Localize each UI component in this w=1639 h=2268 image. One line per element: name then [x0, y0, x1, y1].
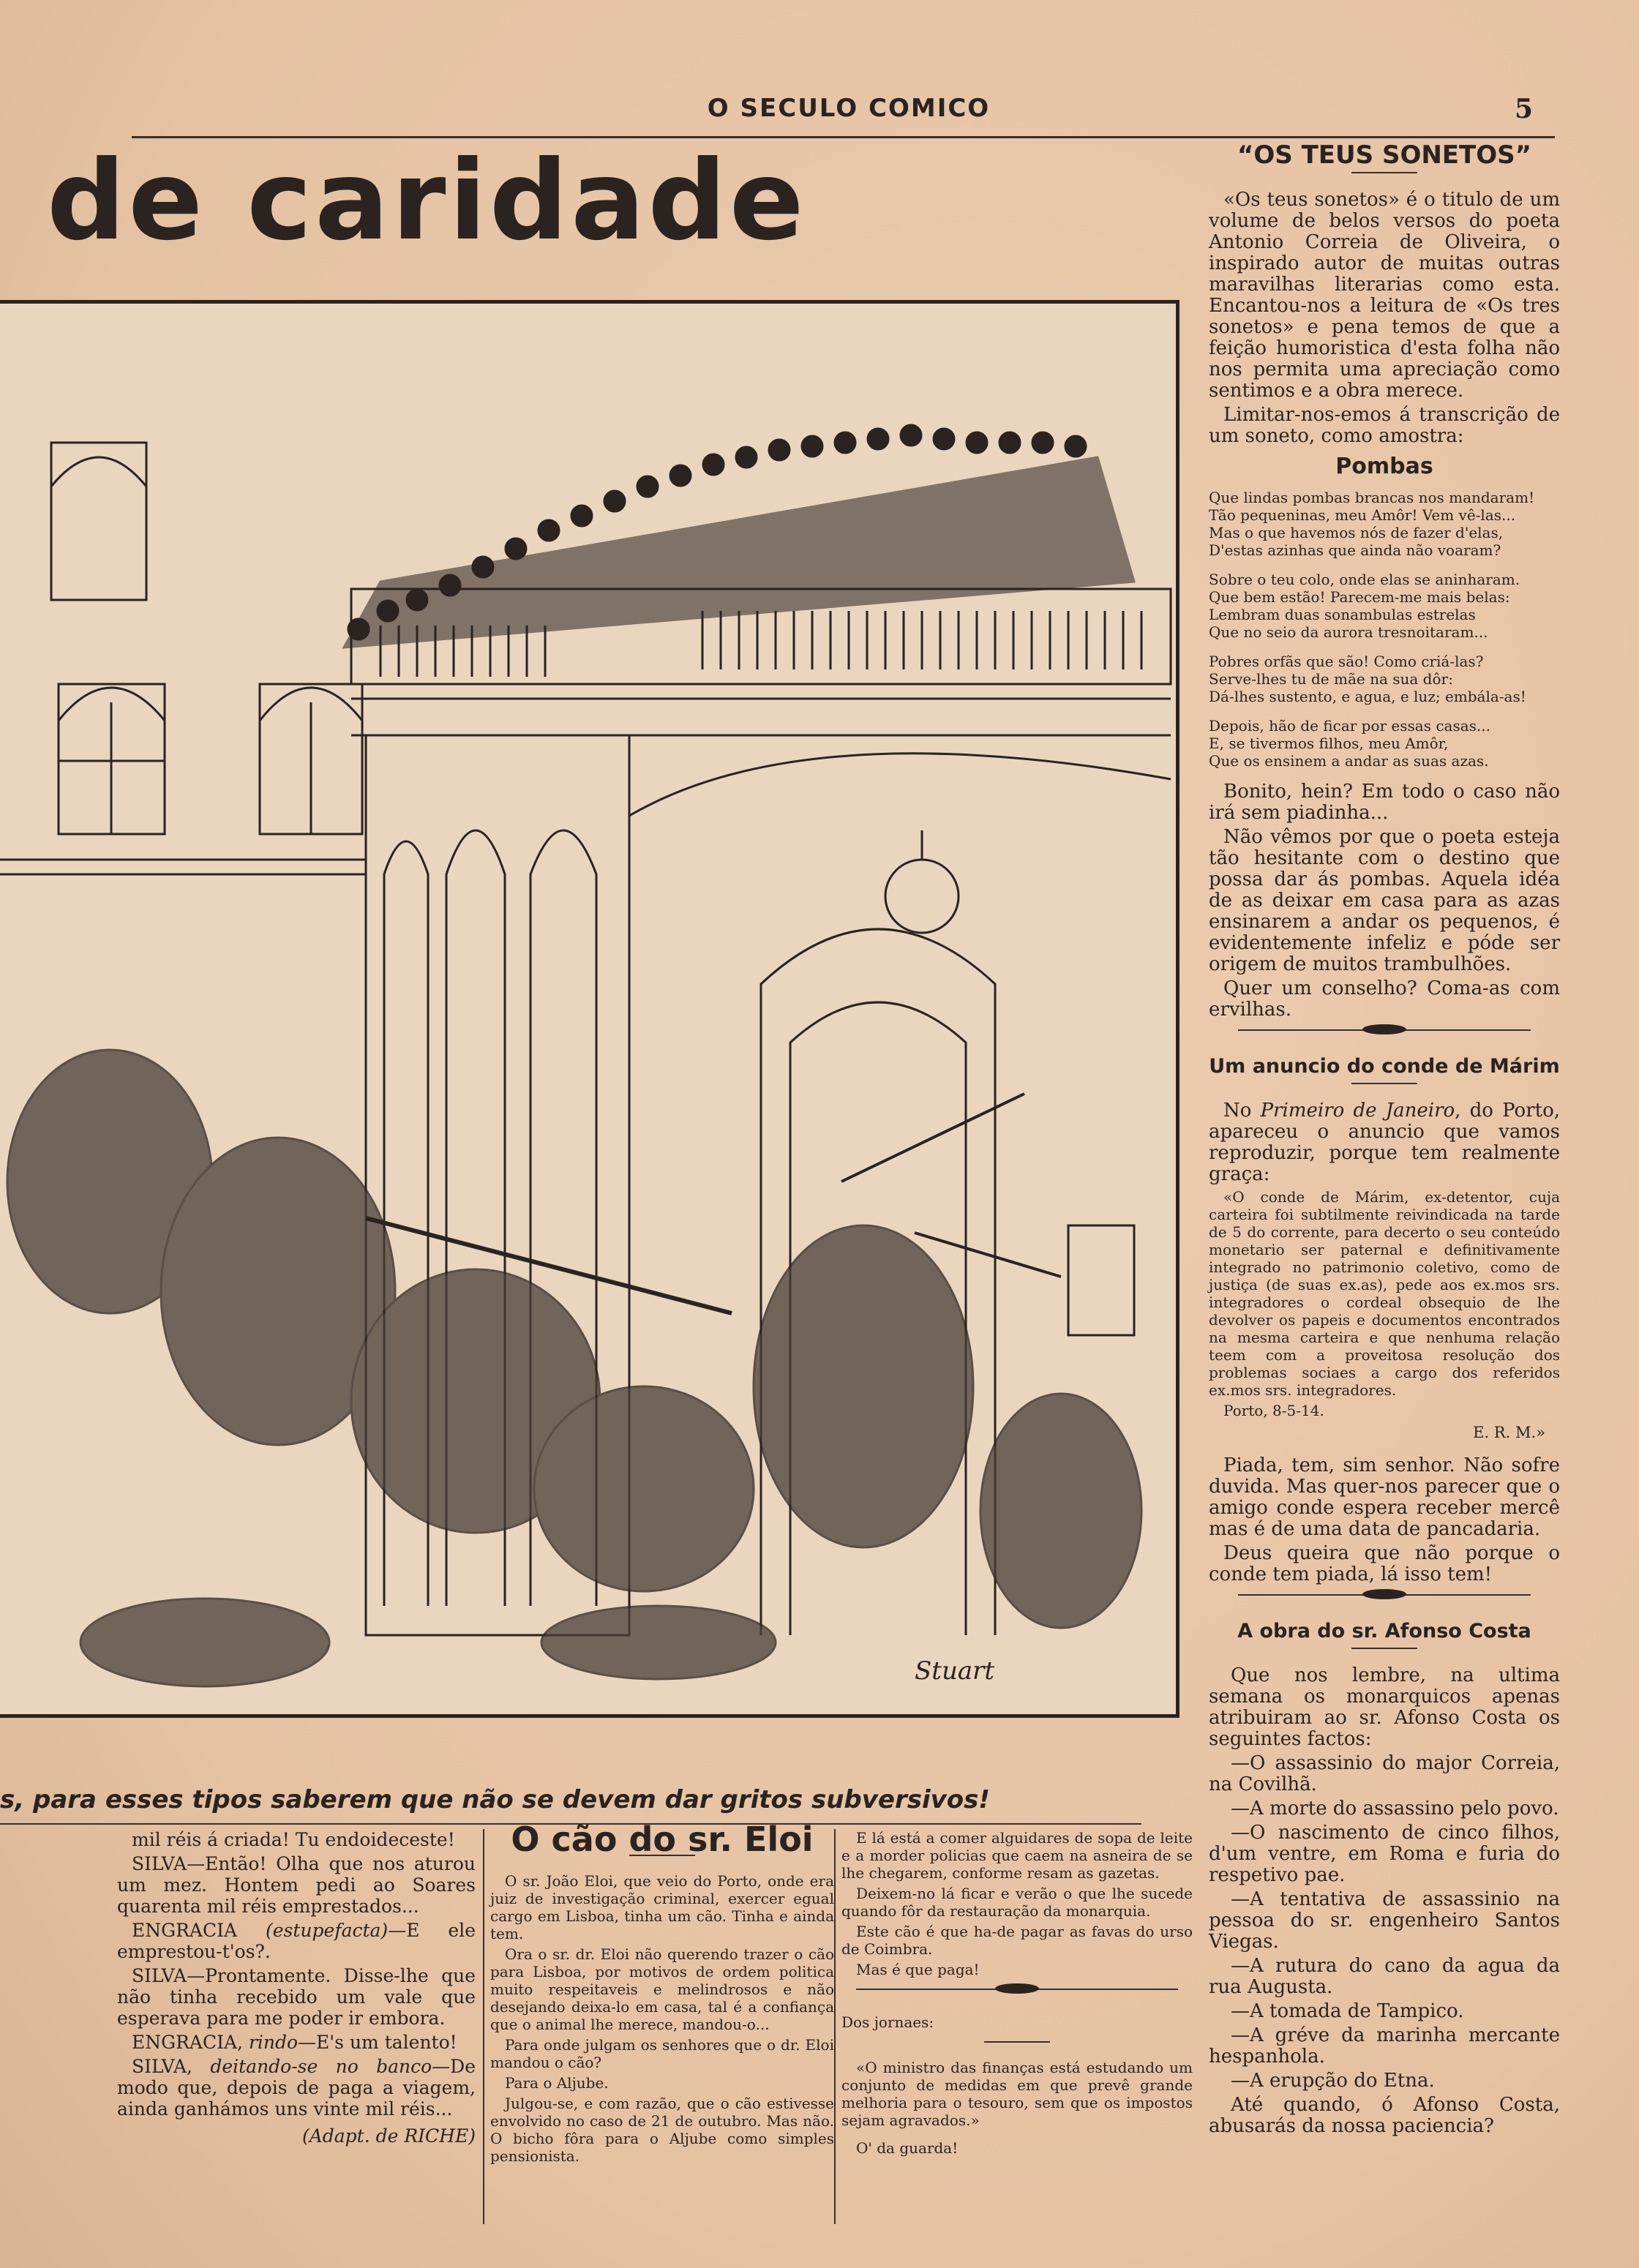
dialogue-credit: (Adapt. de RICHE)	[301, 2125, 476, 2147]
right-column	[1209, 136, 1560, 2140]
anuncio-paragraph: Deus queira que não porque o conde tem piada, lá isso tem!	[1209, 1542, 1560, 1585]
section-divider	[1238, 1594, 1531, 1609]
dialogue-line: ENGRACIA (estupefacta)—E ele emprestou-t'os?.	[117, 1920, 476, 1962]
costa-title: A obra do sr. Afonso Costa	[1237, 1620, 1531, 1642]
cao-paragraph: Para o Aljube.	[505, 2074, 609, 2092]
dialogue-line: SILVA—Prontamente. Disse-lhe que não tinha recebido um vale que esperava para me poder ir embora.	[117, 1965, 476, 2029]
illustration-caption: s, para esses tipos saberem que não se devem dar gritos subversivos!	[0, 1785, 990, 1814]
anuncio-title: Um anuncio do conde de Márim	[1209, 1055, 1560, 1078]
misc-paragraph: Mas é que paga!	[856, 1961, 980, 1978]
dialogue-line: SILVA, deitando-se no banco—De modo que, depois de paga a viagem, ainda ganhámos uns vinte mil réis...	[117, 2056, 476, 2119]
sonetos-paragraph: «Os teus sonetos» é o titulo de um volume de belos versos do poeta Antonio Correia de Oliveira, o inspirado autor de muitas outras maravilhas literarias como esta. Encantou-nos a leitura de «Os tres sonetos» e pena temos de que a feição humoristica d'esta folha não nos permita uma apreciação como sentimos e a obra merece.	[1209, 189, 1560, 402]
artist-signature: Stuart	[915, 1656, 995, 1686]
dialogue-line: mil réis á criada! Tu endoideceste!	[132, 1829, 455, 1850]
section-divider	[1238, 1029, 1531, 1044]
misc-paragraph: Deixem-no lá ficar e verão o que lhe sucede quando fôr da restauração da monarquia.	[841, 1885, 1193, 1920]
column-rule	[483, 1829, 484, 2224]
misc-paragraph: Este cão é que ha-de pagar as favas do urso de Coimbra.	[841, 1923, 1193, 1958]
poem-stanza: Que lindas pombas brancas nos mandaram! Tão pequeninas, meu Amôr! Vem vê-las... Mas o que havemos nós de fazer d'elas, D'estas azinhas que ainda não voaram?	[1209, 489, 1535, 559]
cartoon-drawing	[0, 304, 1176, 1714]
anuncio-quote: «O conde de Márim, ex-detentor, cuja carteira foi subtilmente reivindicada na tarde de 5 do corrente, para decerto o seu conteúdo monetario ser paternal e definitivamente integrado no patrimonio coletivo, como de justiça (de suas ex.as), pede aos ex.mos srs. integradores o cordeal obsequio de lhe devolver os papeis e documentos encontrados na mesma carteira e que nenhuma relação teem com a proveitosa resolução dos problemas sociaes a cargo dos referidos ex.mos srs. integradores.	[1209, 1188, 1560, 1399]
misc-column	[841, 1829, 1193, 2160]
page-number: 5	[1515, 94, 1534, 124]
sonetos-paragraph: Bonito, hein? Em todo o caso não irá sem piadinha...	[1209, 781, 1560, 824]
cao-paragraph: O sr. João Eloi, que veio do Porto, onde era juiz de investigação criminal, exercer egual cargo em Lisboa, tinha um cão. Tinha e ainda tem.	[490, 1872, 834, 1942]
dialogue-column	[117, 1829, 476, 2147]
column-rule	[834, 1829, 836, 2224]
poem-stanza: Sobre o teu colo, onde elas se aninharam. Que bem estão! Parecem-me mais belas: Lembram duas sonambulas estrelas Que no seio da aurora tresnoitaram...	[1209, 571, 1520, 641]
lamp	[885, 860, 959, 933]
misc-paragraph: E lá está a comer alguidares de sopa de leite e a morder policias que caem na asneira de se lhe chegarem, conforme resam as gazetas.	[841, 1829, 1193, 1882]
jornaes-quote: «O ministro das finanças está estudando um conjunto de medidas em que prevê grande melhoria para o tesouro, sem que os impostos sejam agravados.»	[841, 2059, 1193, 2129]
poem-title: Pombas	[1335, 454, 1433, 479]
sonetos-paragraph: Limitar-nos-emos á transcrição de um soneto, como amostra:	[1209, 404, 1560, 447]
sonetos-paragraph: Não vêmos por que o poeta esteja tão hesitante com o destino que possa dar ás pombas. Aquela idéa de as deixar em casa para as azas ensinarem a andar os pequenos, é evidentemente infeliz e póde ser origem de muitos trambulhões.	[1209, 826, 1560, 975]
costa-list: Que nos lembre, na ultima semana os monarquicos apenas atribuiram ao sr. Afonso Costa os seguintes factos: —O assassinio do major Correia, na Covilhã. —A morte do assassino pelo povo. —O nascimento de cinco filhos, d'um ventre, em Roma e furia do respetivo pae. —A tentativa de assassinio na pessoa do sr. engenheiro Santos Viegas. —A rutura do cano da agua da rua Augusta. —A tomada de Tampico. —A gréve da marinha mercante hespanhola. —A erupção do Etna. Até quando, ó Afonso Costa, abusarás da nossa paciencia?	[1209, 1664, 1560, 2137]
poem-stanza: Depois, hão de ficar por essas casas... E, se tivermos filhos, meu Amôr, Que os ensinem a andar as suas azas.	[1209, 717, 1490, 770]
jornaes-end: O' da guarda!	[856, 2139, 959, 2157]
sonetos-paragraph: Quer um conselho? Coma-as com ervilhas.	[1209, 977, 1560, 1021]
jornaes-title: Dos jornaes:	[841, 2013, 934, 2031]
dialogue-line: SILVA—Então! Olha que nos aturou um mez. Hontem pedi ao Soares quarenta mil réis emprestados...	[117, 1853, 476, 1917]
dialogue-line: ENGRACIA, rindo—E's um talento!	[132, 2032, 457, 2053]
cao-title: O cão do sr. Eloi	[511, 1820, 814, 1859]
anuncio-signature: E. R. M.»	[1473, 1424, 1545, 1441]
cao-paragraph: Para onde julgam os senhores que o dr. Eloi mandou o cão?	[490, 2036, 834, 2071]
left-window-top	[51, 443, 146, 600]
main-title: de caridade	[47, 138, 807, 265]
cao-column	[490, 1820, 834, 2168]
cartoon-illustration	[0, 300, 1179, 1718]
anuncio-date: Porto, 8-5-14.	[1223, 1402, 1324, 1419]
cao-paragraph: Ora o sr. dr. Eloi não querendo trazer o cão para Lisboa, por motivos de ordem politica muito respeitaveis e melindrosos e não desejando deixa-lo em casa, tal é a confiança que o animal lhe merece, mandou-o...	[490, 1945, 834, 2033]
sonetos-title: “OS TEUS SONETOS”	[1237, 140, 1531, 170]
section-divider	[856, 1989, 1178, 2003]
anuncio-paragraph: Piada, tem, sim senhor. Não sofre duvida. Mas quer-nos parecer que o amigo conde espera receber mercê mas é de uma data de pancadaria.	[1209, 1454, 1560, 1540]
running-title: O SECULO COMICO	[707, 94, 991, 123]
anuncio-paragraph: No Primeiro de Janeiro, do Porto, apareceu o anuncio que vamos reproduzir, porque tem realmente graça:	[1209, 1100, 1560, 1185]
poem-stanza: Pobres orfãs que são! Como criá-las? Serve-lhes tu de mãe na sua dôr: Dá-lhes sustento, e agua, e luz; embála-as!	[1209, 653, 1526, 705]
cao-paragraph: Julgou-se, e com razão, que o cão estivesse envolvido no caso de 21 de outubro. Mas não. O bicho fôra para o Aljube como simples pensionista.	[490, 2095, 834, 2165]
street-crowd	[7, 1050, 1141, 1686]
